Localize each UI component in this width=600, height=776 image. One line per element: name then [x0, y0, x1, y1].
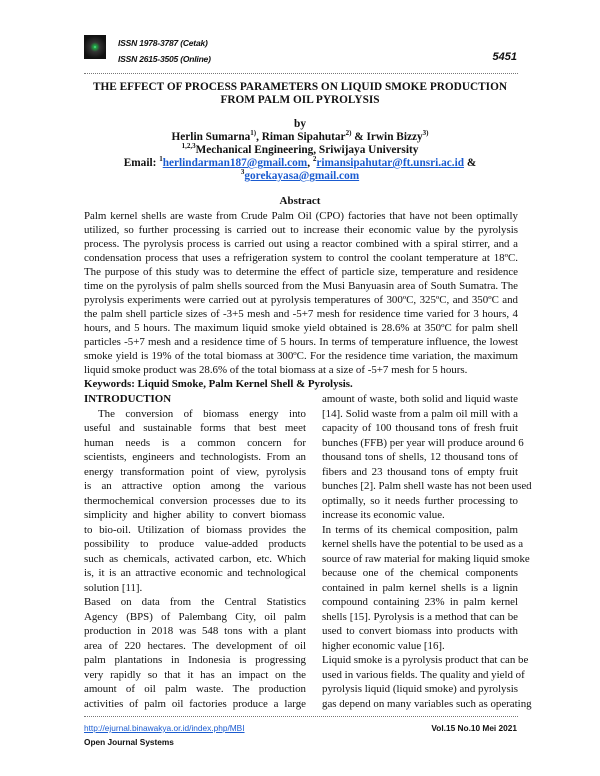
abstract-line: condensation process that uses a refrigeration system to control the coolant temperature at 18ºC.: [84, 252, 518, 264]
paragraph-line: possibility to produce value-added products: [84, 538, 306, 550]
paragraph-line: fibers and 23 thousand tons of empty fruit: [322, 465, 518, 478]
email-link-3[interactable]: gorekayasa@gmail.com: [244, 170, 360, 182]
abstract-body: [84, 209, 518, 391]
email-link-2[interactable]: rimansipahutar@ft.unsri.ac.id: [316, 157, 465, 169]
paragraph-line: Based on data from the Central Statistics: [84, 596, 306, 608]
paragraph-line: scientists, engineers and technologists. From an: [84, 451, 306, 463]
paragraph-line: useful and sustainable forms that best meet: [84, 422, 306, 434]
paragraph-line: amount of oil palm waste. The production: [84, 683, 306, 695]
paragraph-line: bunches [2]. Palm shell waste has not been used: [322, 480, 532, 492]
paragraph-line: increase its economic value.: [322, 509, 445, 521]
paragraph-line: is an attractive option among the various: [84, 480, 306, 492]
open-journal-systems: Open Journal Systems: [84, 737, 174, 747]
issn-online: ISSN 2615-3505 (Online): [118, 54, 211, 64]
abstract-line: particles -5+7 mesh and a residence time of 5 hours. In terms of temperature influence, the lowest: [84, 336, 518, 348]
paragraph-line: The conversion of biomass energy into: [98, 407, 306, 420]
sup: 2: [312, 155, 317, 164]
paragraph-line: compound containing 23% in palm kernel: [322, 596, 518, 608]
paragraph-line: In terms of its chemical composition, palm: [322, 523, 518, 536]
byline: [60, 118, 540, 183]
paragraph-line: Liquid smoke is a pyrolysis product that can be: [322, 654, 529, 666]
volume-info: Vol.15 No.10 Mei 2021: [431, 723, 517, 733]
abstract-line: The purpose of this study was to determine the effect of particle size, temperature and residence: [84, 266, 518, 278]
paragraph-line: contained in palm kernel shells is a lignin: [322, 581, 518, 594]
paragraph-line: amount of waste, both solid and liquid waste: [322, 393, 518, 405]
paragraph-line: optimally, so it needs further processing to: [322, 494, 518, 507]
paragraph-line: thousand tons of shells, 12 thousand tons of: [322, 451, 518, 463]
email-label: Email:: [123, 157, 160, 169]
paragraph-line: pyrolysis liquid (liquid smoke) and pyrolysis: [322, 683, 518, 695]
paragraph-line: source of raw material for making liquid smoke: [322, 552, 530, 565]
author: & Irwin Bizzy: [351, 131, 423, 143]
paragraph-line: very rapidly so that it has an impact on the: [84, 668, 306, 681]
abstract-line: liquid smoke product was 28.6% of the total biomass at a size of -5+7 mesh for 5 hours.: [84, 364, 468, 376]
abstract-line: smoke yield is 19% of the total biomass at 300ºC. For the residence time variation, the maximum: [84, 350, 518, 362]
paragraph-line: Agency (BPS) of Palembang City, oil palm: [84, 610, 306, 623]
paragraph-line: kernel shells have the potential to be used as a: [322, 538, 524, 550]
journal-logo: [84, 35, 106, 59]
affiliation: [60, 144, 540, 157]
issn-print: ISSN 1978-3787 (Cetak): [118, 38, 208, 48]
paragraph-line: used in various fields. The quality and yield of: [322, 668, 525, 681]
paragraph-line: [14]. Solid waste from a palm oil mill with a: [322, 407, 518, 420]
abstract-line: utilized, so further processing is carried out to increase their economic value by the pyrolysis: [84, 224, 518, 236]
sup: 1): [250, 129, 257, 138]
header-divider: [84, 73, 518, 74]
author: , Riman Sipahutar: [256, 131, 346, 143]
paragraph-line: simplicity and higher ability to convert biomass: [84, 509, 306, 521]
sup: 1,2,3: [181, 142, 196, 151]
paragraph-line: gas depend on many variables such as operating: [322, 697, 532, 710]
introduction-heading: INTRODUCTION: [84, 393, 172, 405]
paragraph-line: solution [11].: [84, 581, 143, 594]
title-line: FROM PALM OIL PYROLYSIS: [220, 94, 380, 106]
paragraph-line: human needs is a common concern for: [84, 436, 306, 449]
paragraph-line: capacity of 100 thousand tons of fresh fruit: [322, 422, 518, 434]
sup: 2): [345, 129, 352, 138]
abstract-line: Palm kernel shells are waste from Crude Palm Oil (CPO) factories that have not been optimally: [84, 210, 518, 222]
paragraph-line: is, it is an attractive economic and technological: [84, 567, 306, 579]
sep: ,: [307, 157, 313, 169]
abstract-line: pyrolysis experiments were carried out at pyrolysis temperatures of 300ºC, 325ºC, and 350ºC and: [84, 294, 518, 306]
sep: &: [464, 157, 477, 169]
emails: [60, 157, 540, 170]
paragraph-line: such as chemicals, activated carbon, etc. Which: [84, 552, 306, 565]
page-number: 5451: [492, 51, 517, 63]
abstract-line: time on the pyrolysis of palm shells sourced from the Musi Banyuasin area of South Sumatra. The: [84, 280, 518, 292]
title-line: THE EFFECT OF PROCESS PARAMETERS ON LIQUID SMOKE PRODUCTION: [92, 81, 508, 93]
footer-divider: [84, 716, 518, 717]
left-column: [84, 392, 306, 711]
email-link-1[interactable]: herlindarman187@gmail.com: [162, 157, 308, 169]
paragraph-line: energy transformation point of view, pyrolysis: [84, 465, 306, 478]
paragraph-line: production in 2018 was 548 tons with a plant: [84, 625, 306, 637]
paragraph-line: bunches (FFB) per year will produce around 6: [322, 436, 524, 449]
paragraph-line: activities of palm oil factories produce a large: [84, 697, 306, 710]
keywords: Keywords: Liquid Smoke, Palm Kernel Shell & Pyrolysis.: [84, 378, 353, 390]
paragraph-line: higher economic value [16].: [322, 639, 445, 652]
paper-title: [60, 81, 540, 107]
author: Herlin Sumarna: [171, 131, 251, 143]
sup: 1: [159, 155, 163, 164]
sup: 3): [422, 129, 429, 138]
sup: 3: [240, 168, 245, 177]
affiliation-text: Mechanical Engineering, Sriwijaya University: [195, 144, 419, 156]
paragraph-line: shells [15]. Pyrolysis is a method that can be: [322, 610, 518, 623]
paragraph-line: because one of the chemical components: [322, 567, 518, 579]
paragraph-line: to bio-oil. Utilization of biomass provides the: [84, 523, 306, 536]
right-column: [322, 392, 532, 711]
paragraph-line: area of 220 hectares. The development of oil: [84, 639, 306, 652]
journal-url-link[interactable]: http://ejurnal.binawakya.or.id/index.php/MBI: [84, 723, 245, 733]
paragraph-line: palm plantations in Indonesia is progressing: [84, 654, 306, 666]
emails-2: [60, 170, 540, 183]
abstract-line: process. The pyrolysis process is carried out using a reactor combined with a spiral stirrer, and a: [84, 238, 518, 250]
abstract-heading: Abstract: [279, 195, 321, 207]
abstract-line: the palm shell particle sizes of -3+5 mesh and -5+7 mesh for residence time varied for 3 hours, 4: [84, 308, 518, 320]
abstract-line: hours, and 5 hours. The maximum liquid smoke yield obtained is 28.6% at 350ºC for palm shell: [84, 322, 518, 334]
paragraph-line: used to convert biomass into products with: [322, 625, 518, 637]
paragraph-line: thermochemical conversion processes due to its: [84, 494, 306, 507]
authors: [60, 131, 540, 144]
by-label: by: [294, 118, 306, 130]
